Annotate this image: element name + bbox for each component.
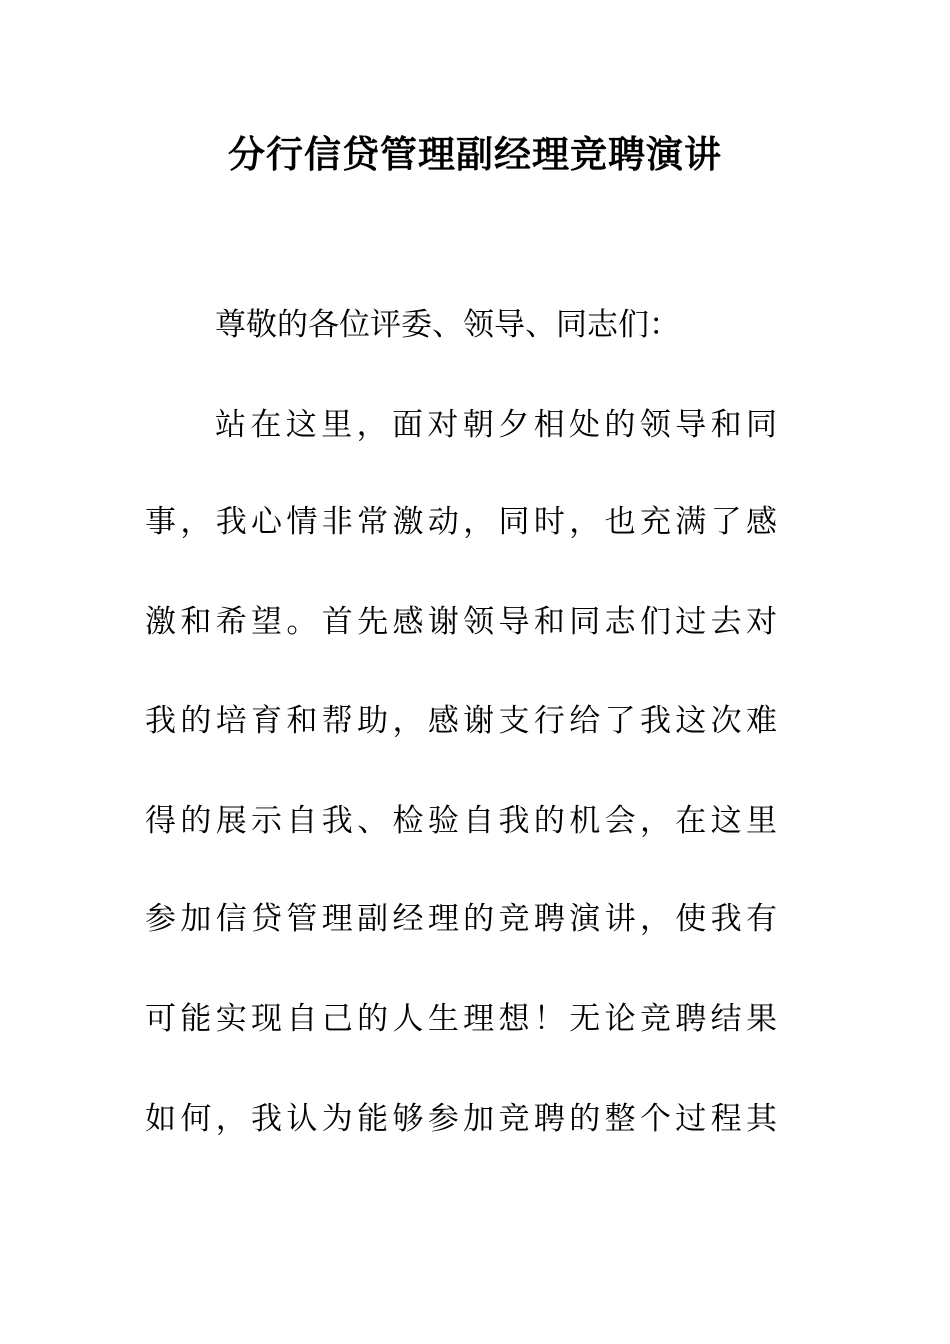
body-line-3: 激和希望。首先感谢领导和同志们过去对 xyxy=(145,604,777,640)
body-line-7: 可能实现自己的人生理想！无论竞聘结果 xyxy=(145,1001,777,1037)
document-title: 分行信贷管理副经理竞聘演讲 xyxy=(228,132,722,176)
salutation-line: 尊敬的各位评委、领导、同志们： xyxy=(215,307,680,343)
body-line-5: 得的展示自我、检验自我的机会，在这里 xyxy=(145,803,777,839)
body-line-2: 事，我心情非常激动，同时，也充满了感 xyxy=(145,504,777,540)
body-line-8: 如何，我认为能够参加竞聘的整个过程其 xyxy=(145,1101,777,1137)
body-line-6: 参加信贷管理副经理的竞聘演讲，使我有 xyxy=(145,901,777,937)
body-line-1: 站在这里，面对朝夕相处的领导和同 xyxy=(215,407,777,443)
body-line-4: 我的培育和帮助，感谢支行给了我这次难 xyxy=(145,703,777,739)
